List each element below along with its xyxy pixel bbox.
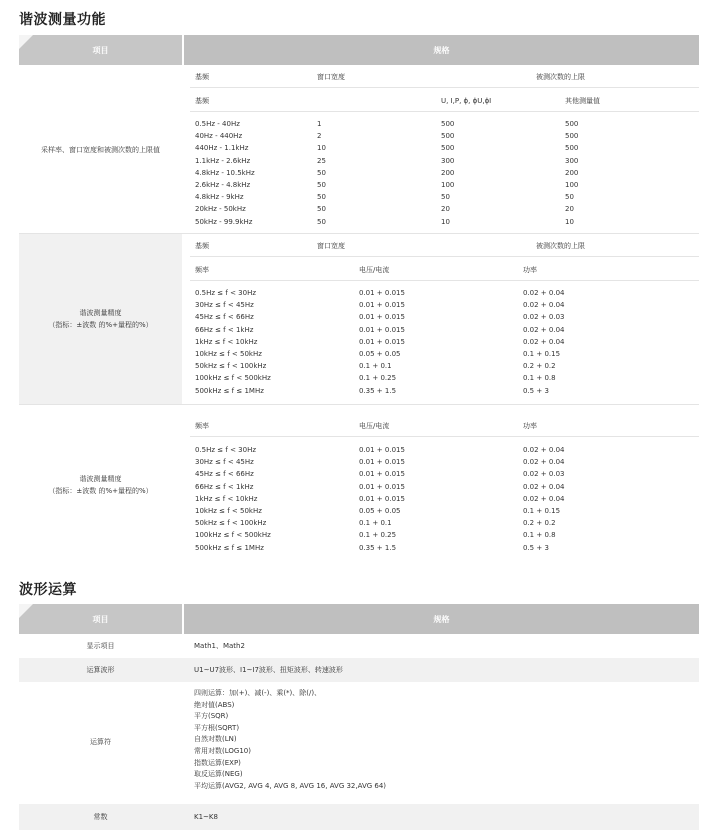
table-cell: 440Hz - 1.1kHz bbox=[195, 144, 249, 153]
operator-item: 取反运算(NEG) bbox=[194, 770, 243, 779]
waveform-row-value: U1~U7波形、I1~I7波形、扭矩波形、转速波形 bbox=[194, 666, 343, 674]
table-cell: 10kHz ≤ f < 50kHz bbox=[195, 350, 262, 358]
table-cell: 30Hz ≤ f < 45Hz bbox=[195, 458, 254, 467]
table-cell: 50 bbox=[317, 205, 326, 214]
table-cell: 1kHz ≤ f < 10kHz bbox=[195, 337, 258, 346]
table-cell: 0.02 + 0.04 bbox=[523, 482, 565, 491]
table-cell: 25 bbox=[317, 156, 326, 165]
operator-item: 平方(SQR) bbox=[194, 712, 229, 721]
column-header: 其他测量值 bbox=[565, 97, 600, 105]
table-cell: 0.5Hz - 40Hz bbox=[195, 120, 240, 128]
table-cell: 50kHz - 99.9kHz bbox=[195, 217, 253, 226]
table-cell: 45Hz ≤ f < 66Hz bbox=[195, 313, 254, 322]
header-label: 项目 bbox=[92, 45, 109, 55]
operator-list bbox=[194, 688, 386, 792]
table-cell: 100kHz ≤ f < 500kHz bbox=[195, 531, 271, 540]
table-cell: 0.02 + 0.04 bbox=[523, 325, 565, 334]
table-cell: 0.01 + 0.015 bbox=[359, 446, 405, 454]
column-header: 被测次数的上限 bbox=[536, 242, 585, 250]
table-cell: 10 bbox=[565, 217, 574, 226]
table-cell: 0.02 + 0.03 bbox=[523, 313, 565, 322]
table-cell: 0.01 + 0.015 bbox=[359, 313, 405, 322]
table-cell: 0.02 + 0.04 bbox=[523, 446, 565, 454]
header-label: 规格 bbox=[433, 45, 450, 55]
table-cell: 0.1 + 0.25 bbox=[359, 374, 397, 383]
section-title-harmonic: 谐波测量功能 bbox=[19, 12, 106, 28]
block2-label-line2: （指标：±波数 的%+量程的%） bbox=[48, 321, 153, 329]
table-cell: 4.8kHz - 9kHz bbox=[195, 193, 244, 202]
table-cell: 500 bbox=[441, 132, 455, 141]
header-label: 项目 bbox=[92, 614, 109, 624]
table-cell: 0.01 + 0.015 bbox=[359, 301, 405, 310]
table-cell: 50kHz ≤ f < 100kHz bbox=[195, 362, 267, 371]
table-cell: 0.02 + 0.04 bbox=[523, 337, 565, 346]
table-cell: 50 bbox=[441, 193, 450, 202]
column-header: 电压/电流 bbox=[359, 266, 390, 274]
waveform-row-label bbox=[19, 634, 182, 658]
table-cell: 50 bbox=[317, 217, 326, 226]
operator-item: 常用对数(LOG10) bbox=[194, 746, 251, 755]
table-cell: 0.5 + 3 bbox=[523, 386, 549, 395]
waveform-row-label bbox=[19, 804, 182, 830]
divider bbox=[190, 111, 699, 112]
waveform-row-label bbox=[19, 658, 182, 682]
table-cell: 20 bbox=[441, 205, 450, 214]
table-cell: 4.8kHz - 10.5kHz bbox=[195, 168, 255, 177]
table-cell: 0.01 + 0.015 bbox=[359, 458, 405, 467]
harmonic-header-item bbox=[19, 35, 182, 65]
waveform-row-value: Math1、Math2 bbox=[194, 642, 245, 650]
table-cell: 2 bbox=[317, 132, 322, 141]
table-cell: 200 bbox=[441, 168, 455, 177]
divider bbox=[190, 87, 699, 88]
table-cell: 0.1 + 0.8 bbox=[523, 531, 556, 540]
table-cell: 0.01 + 0.015 bbox=[359, 494, 405, 503]
table-cell: 0.01 + 0.015 bbox=[359, 482, 405, 491]
table-cell: 0.2 + 0.2 bbox=[523, 519, 556, 528]
table-cell: 0.1 + 0.15 bbox=[523, 350, 561, 358]
table-cell: 0.02 + 0.04 bbox=[523, 458, 565, 467]
column-header: 频率 bbox=[195, 266, 209, 274]
table-cell: 10kHz ≤ f < 50kHz bbox=[195, 507, 262, 515]
column-header: 被测次数的上限 bbox=[536, 73, 585, 81]
table-cell: 1.1kHz - 2.6kHz bbox=[195, 156, 251, 165]
block3-label-line1: 谐波测量精度 bbox=[79, 475, 122, 483]
block1-label bbox=[19, 66, 182, 233]
block2-label bbox=[19, 234, 182, 404]
column-header: 窗口宽度 bbox=[317, 73, 345, 81]
waveform-header-spec bbox=[184, 604, 699, 634]
table-cell: 100 bbox=[565, 181, 579, 189]
table-cell: 1 bbox=[317, 120, 322, 128]
column-header: U, I,P, ϕ, ϕU,ϕI bbox=[441, 97, 492, 105]
operator-item: 绝对值(ABS) bbox=[194, 700, 235, 709]
operator-item: 指数运算(EXP) bbox=[194, 758, 241, 767]
block3-label-line2: （指标：±波数 的%+量程的%） bbox=[48, 487, 153, 495]
table-cell: 0.5Hz ≤ f < 30Hz bbox=[195, 446, 257, 454]
table-cell: 500kHz ≤ f ≤ 1MHz bbox=[195, 386, 264, 395]
block2-label-line1: 谐波测量精度 bbox=[79, 309, 122, 317]
table-cell: 0.02 + 0.04 bbox=[523, 494, 565, 503]
label-text: 显示项目 bbox=[86, 642, 115, 650]
table-cell: 50 bbox=[565, 193, 574, 202]
column-header: 功率 bbox=[523, 422, 537, 430]
table-cell: 50kHz ≤ f < 100kHz bbox=[195, 519, 267, 528]
table-cell: 1kHz ≤ f < 10kHz bbox=[195, 494, 258, 503]
table-cell: 300 bbox=[565, 156, 579, 165]
waveform-header-item bbox=[19, 604, 182, 634]
table-cell: 0.02 + 0.04 bbox=[523, 301, 565, 310]
header-label: 规格 bbox=[433, 614, 450, 624]
operator-item: 平均运算(AVG2, AVG 4, AVG 8, AVG 16, AVG 32,AVG 64) bbox=[194, 781, 387, 790]
table-cell: 66Hz ≤ f < 1kHz bbox=[195, 325, 254, 334]
divider bbox=[190, 256, 699, 257]
table-cell: 10 bbox=[441, 217, 450, 226]
section-title-waveform: 波形运算 bbox=[19, 582, 77, 598]
table-cell: 0.02 + 0.03 bbox=[523, 470, 565, 479]
table-cell: 0.01 + 0.015 bbox=[359, 325, 405, 334]
table-cell: 0.05 + 0.05 bbox=[359, 350, 401, 358]
operator-item: 四则运算：加(+)、减(-)、乘(*)、除(/)、 bbox=[194, 689, 322, 697]
table-cell: 45Hz ≤ f < 66Hz bbox=[195, 470, 254, 479]
column-header: 频率 bbox=[195, 422, 209, 430]
table-cell: 0.02 + 0.04 bbox=[523, 289, 565, 297]
table-cell: 0.05 + 0.05 bbox=[359, 507, 401, 515]
harmonic-header-spec bbox=[184, 35, 699, 65]
table-cell: 50 bbox=[317, 168, 326, 177]
label-text: 常数 bbox=[93, 813, 108, 821]
table-cell: 0.01 + 0.015 bbox=[359, 470, 405, 479]
table-cell: 50 bbox=[317, 181, 326, 189]
table-cell: 0.5Hz ≤ f < 30Hz bbox=[195, 289, 257, 297]
column-header: 功率 bbox=[523, 266, 537, 274]
table-cell: 500 bbox=[565, 144, 579, 153]
table-cell: 500kHz ≤ f ≤ 1MHz bbox=[195, 543, 264, 552]
operator-item: 自然对数(LN) bbox=[194, 735, 237, 744]
table-cell: 66Hz ≤ f < 1kHz bbox=[195, 482, 254, 491]
table-cell: 100kHz ≤ f < 500kHz bbox=[195, 374, 271, 383]
column-header: 窗口宽度 bbox=[317, 242, 345, 250]
table-cell: 0.35 + 1.5 bbox=[359, 543, 397, 552]
table-cell: 2.6kHz - 4.8kHz bbox=[195, 181, 251, 189]
table-cell: 300 bbox=[441, 156, 455, 165]
table-cell: 0.01 + 0.015 bbox=[359, 289, 405, 297]
table-cell: 500 bbox=[565, 132, 579, 141]
table-cell: 0.1 + 0.15 bbox=[523, 507, 561, 515]
table-cell: 200 bbox=[565, 168, 579, 177]
operator-item: 平方根(SQRT) bbox=[194, 723, 240, 732]
table-cell: 30Hz ≤ f < 45Hz bbox=[195, 301, 254, 310]
divider bbox=[190, 280, 699, 281]
table-cell: 0.35 + 1.5 bbox=[359, 386, 397, 395]
table-cell: 10 bbox=[317, 144, 326, 153]
column-header: 基频 bbox=[195, 242, 209, 250]
divider bbox=[190, 436, 699, 437]
waveform-row-value: K1~K8 bbox=[194, 813, 218, 821]
waveform-row-label bbox=[19, 682, 182, 802]
header-corner-decoration bbox=[19, 35, 33, 49]
column-header: 电压/电流 bbox=[359, 422, 390, 430]
table-cell: 40Hz - 440Hz bbox=[195, 132, 243, 141]
table-cell: 50 bbox=[317, 193, 326, 202]
table-cell: 0.1 + 0.1 bbox=[359, 519, 392, 528]
block1-label-text: 采样率、窗口宽度和被测次数的上限值 bbox=[41, 145, 160, 154]
column-header: 基频 bbox=[195, 73, 209, 81]
table-cell: 0.1 + 0.1 bbox=[359, 362, 392, 371]
table-cell: 20kHz - 50kHz bbox=[195, 205, 246, 214]
table-cell: 0.1 + 0.8 bbox=[523, 374, 556, 383]
label-text: 运算波形 bbox=[86, 666, 115, 674]
label-text: 运算符 bbox=[90, 738, 111, 746]
table-cell: 500 bbox=[565, 120, 579, 128]
table-cell: 500 bbox=[441, 144, 455, 153]
table-cell: 20 bbox=[565, 205, 574, 214]
table-cell: 500 bbox=[441, 120, 455, 128]
column-header: 基频 bbox=[195, 97, 209, 105]
block3-label bbox=[19, 405, 182, 565]
table-cell: 0.01 + 0.015 bbox=[359, 337, 405, 346]
table-cell: 100 bbox=[441, 181, 455, 189]
table-cell: 0.5 + 3 bbox=[523, 543, 549, 552]
table-cell: 0.1 + 0.25 bbox=[359, 531, 397, 540]
header-corner-decoration bbox=[19, 604, 33, 618]
table-cell: 0.2 + 0.2 bbox=[523, 362, 556, 371]
